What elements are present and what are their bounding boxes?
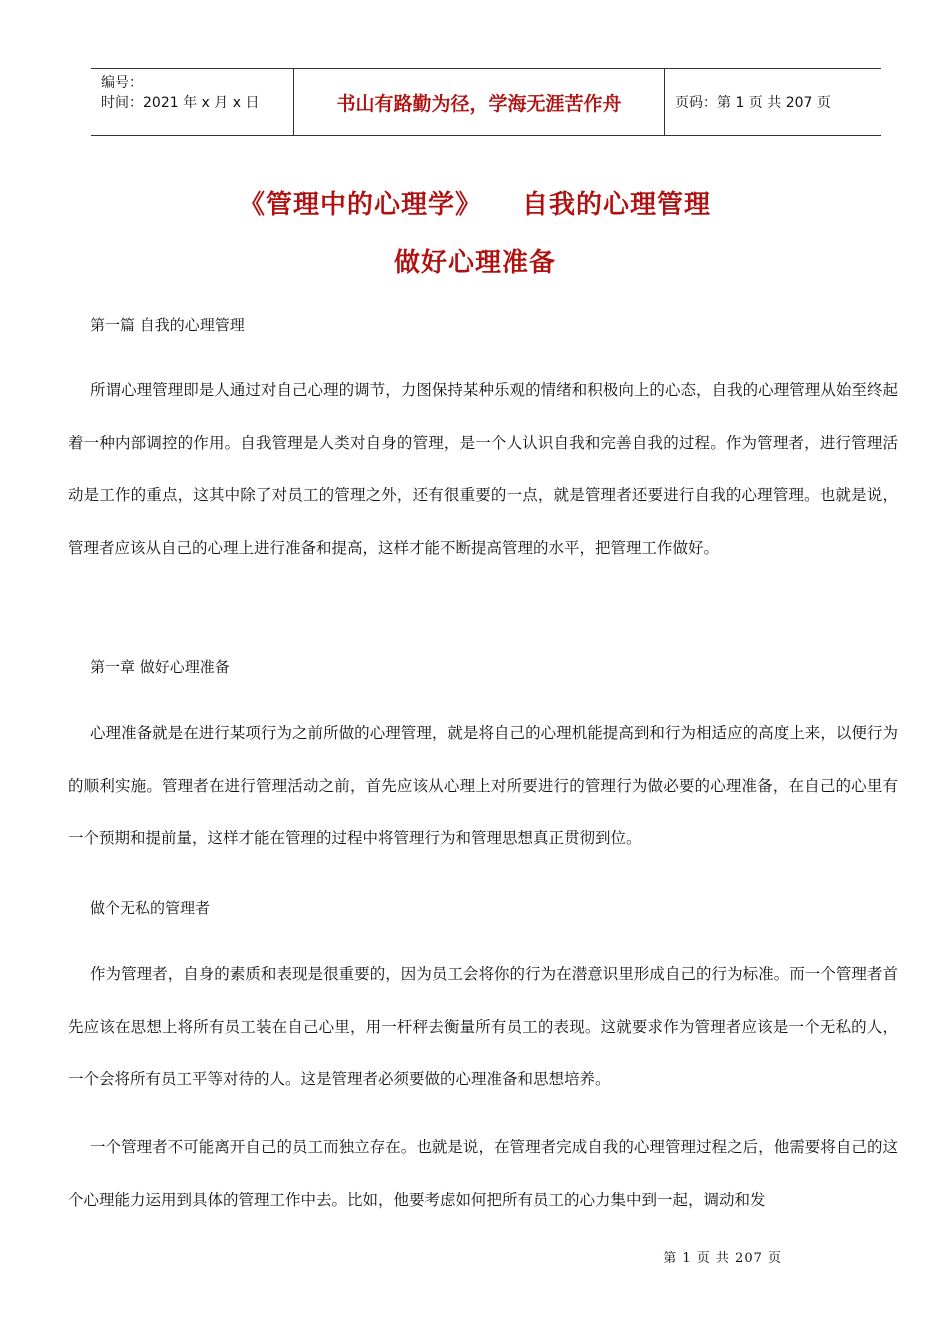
part-title: 自我的心理管理 xyxy=(522,190,712,220)
header-page-info: 页码：第 1 页 共 207 页 xyxy=(675,95,831,111)
page-footer xyxy=(0,1247,950,1266)
paragraph-selfless: 作为管理者，自身的素质和表现是很重要的，因为员工会将你的行为在潜意识里形成自己的行为标准。而一个管理者首先应该在思想上将所有员工装在自己心里，用一杆秤去衡量所有员工的表现。这就要求作为管理者应该是一个无私的人，一个会将所有员工平等对待的人。这是管理者必须要做的心理准备和思想培养。 xyxy=(68,965,898,1088)
book-title: 《管理中的心理学》 xyxy=(238,190,482,220)
section-heading: 做个无私的管理者 xyxy=(90,899,211,917)
paragraph-preparation: 心理准备就是在进行某项行为之前所做的心理管理，就是将自己的心理机能提高到和行为相适应的高度上来，以便行为的顺利实施。管理者在进行管理活动之前，首先应该从心理上对所要进行的管理行为做必要的心理准备，在自己的心里有一个预期和提前量，这样才能在管理的过程中将管理行为和管理思想真正贯彻到位。 xyxy=(68,724,898,847)
header-motto: 书山有路勤为径，学海无涯苦作舟 xyxy=(293,69,665,135)
time-label: 时间：2021 年 x 月 x 日 xyxy=(101,95,260,111)
id-label: 编号： xyxy=(101,75,143,91)
chapter-heading: 第一章 做好心理准备 xyxy=(90,658,230,676)
document-subtitle: 做好心理准备 xyxy=(393,248,556,278)
paragraph-employees: 一个管理者不可能离开自己的员工而独立存在。也就是说，在管理者完成自我的心理管理过程之后，他需要将自己的这个心理能力运用到具体的管理工作中去。比如，他要考虑如何把所有员工的心力集中到一起，调动和发 xyxy=(68,1138,898,1209)
document-header xyxy=(91,68,881,136)
paragraph-intro: 所谓心理管理即是人通过对自己心理的调节，力图保持某种乐观的情绪和积极向上的心态，自我的心理管理从始至终起着一种内部调控的作用。自我管理是人类对自身的管理，是一个人认识自我和完善自我的过程。作为管理者，进行管理活动是工作的重点，这其中除了对员工的管理之外，还有很重要的一点，就是管理者还要进行自我的心理管理。也就是说，管理者应该从自己的心理上进行准备和提高，这样才能不断提高管理的水平，把管理工作做好。 xyxy=(68,381,898,557)
part-heading: 第一篇 自我的心理管理 xyxy=(90,316,245,334)
document-title xyxy=(0,184,950,221)
footer-page-number: 第 1 页 共 207 页 xyxy=(663,1251,782,1266)
header-meta xyxy=(91,69,293,135)
